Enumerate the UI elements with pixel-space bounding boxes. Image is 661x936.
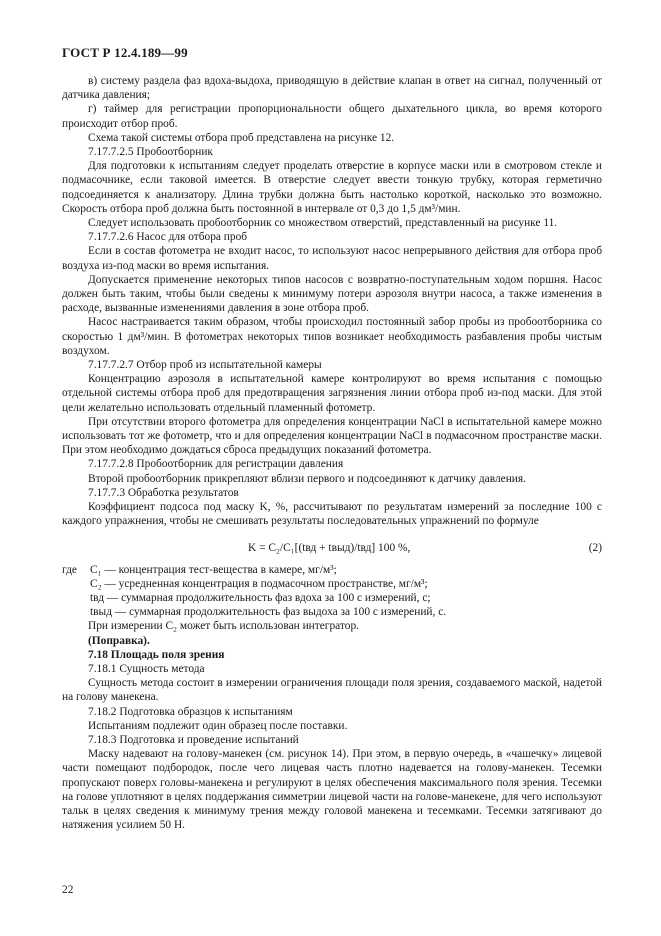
section-heading: 7.17.7.2.8 Пробоотборник для регистрации давления	[88, 458, 344, 471]
document-body	[62, 74, 602, 832]
section-heading: 7.18.3 Подготовка и проведение испытаний	[88, 733, 299, 746]
page-number: 22	[62, 884, 74, 896]
document-header: ГОСТ Р 12.4.189—99	[62, 45, 188, 60]
section-heading: 7.17.7.2.6 Насос для отбора проб	[88, 231, 248, 244]
formula-number: (2)	[588, 541, 602, 554]
where-lead: где	[62, 563, 77, 576]
paragraph: Маску надевают на голову-манекен (см. рисунок 14). При этом, в первую очередь, в «чашечку» лицевой части помещают подбородок, после чего лицевая часть плотно надевается на голову-манекен. Тесемки пропускают поверх головы-манекена и регулируют в целях обеспечения максимального поля зрения. Тесемки на голове уплотняют в целях поддержания симметрии лицевой части на голове-манекене, для чего используют тальк в целях сведения к минимуму трения между головой манекена и тесемками. Тесемки затягивают до натяжения усилием 50 Н.	[62, 748, 602, 832]
paragraph: Следует использовать пробоотборник со множеством отверстий, представленный на рисунке 11.	[88, 217, 558, 230]
paragraph: Насос настраивается таким образом, чтобы происходил постоянный забор пробы из пробоотборника со скоростью 1 дм³/мин. В фотометрах некоторых типов возникает необходимость разбавления пробы чистым воздухом.	[62, 316, 602, 357]
definition-line: tвд — суммарная продолжительность фаз вдоха за 100 с измерений, с;	[90, 591, 431, 604]
paragraph: Сущность метода состоит в измерении ограничения площади поля зрения, создаваемого маской, надетой на голову манекена.	[62, 677, 602, 704]
section-heading: 7.17.7.2.7 Отбор проб из испытательной камеры	[88, 359, 322, 372]
section-heading: 7.17.7.2.5 Пробоотборник	[88, 146, 213, 159]
definition-line: C₁ — концентрация тест-вещества в камере, мг/м³;	[90, 563, 337, 576]
paragraph: Для подготовки к испытаниям следует проделать отверстие в корпусе маски или в смотровом стекле и подмасочнике, если таковой имеется. В отверстие следует ввести тонкую трубку, которая герметично подсоединяется к анализатору. Длина трубки должна быть настолько короткой, насколько это возможно. Скорость отбора проб должна быть постоянной в интервале от 0,3 до 1,5 дм³/мин.	[62, 160, 602, 215]
section-heading: 7.17.7.3 Обработка результатов	[88, 486, 239, 499]
paragraph: Испытаниям подлежит один образец после поставки.	[88, 719, 348, 732]
paragraph: в) систему раздела фаз вдоха-выдоха, приводящую в действие клапан в ответ на сигнал, полученный от датчика давления;	[62, 75, 602, 102]
paragraph: Коэффициент подсоса под маску K, %, рассчитывают по результатам измерений за последние 100 с каждого упражнения, чтобы не смешивать результаты последовательных упражнений по формуле	[62, 501, 602, 528]
paragraph: г) таймер для регистрации пропорциональности общего дыхательного цикла, во время которого происходит отбор проб.	[62, 103, 602, 130]
formula-block	[62, 533, 602, 563]
amendment-note: (Поправка).	[88, 634, 150, 647]
paragraph: Второй пробоотборник прикрепляют вблизи первого и подсоединяют к датчику давления.	[88, 472, 526, 485]
formula-expression: K = C₂/C₁[(tвд + tвыд)/tвд] 100 %,	[248, 541, 411, 554]
definition-line: tвыд — суммарная продолжительность фаз выдоха за 100 с измерений, с.	[90, 606, 447, 619]
paragraph: Схема такой системы отбора проб представлена на рисунке 12.	[88, 131, 395, 144]
paragraph: При отсутствии второго фотометра для определения концентрации NaCl в испытательной камере можно использовать тот же фотометр, что и для определения концентрации NaCl в подмасочном пространстве маски. При этом необходимо дождаться сброса предыдущих показаний фотометра.	[62, 415, 602, 457]
paragraph: Если в состав фотометра не входит насос, то используют насос непрерывного действия для отбора проб воздуха из-под маски во время испытания.	[62, 245, 602, 272]
section-heading-bold: 7.18 Площадь поля зрения	[88, 648, 225, 661]
paragraph: При измерении C₂ может быть использован интегратор.	[88, 620, 359, 633]
paragraph: Допускается применение некоторых типов насосов с возвратно-поступательным ходом поршня. Насос должен быть таким, чтобы были сведены к минимуму потери аэрозоля внутри насоса, а также изменения в расходе, вызванные изменениями давления в зоне отбора проб.	[62, 273, 602, 315]
definition-line: C₂ — усредненная концентрация в подмасочном пространстве, мг/м³;	[90, 577, 428, 590]
variable-definitions	[62, 563, 602, 620]
paragraph: Концентрацию аэрозоля в испытательной камере контролируют во время испытания с помощью отдельной системы отбора проб для предотвращения загрязнения линии отбора проб из-под маски. Для этой цели желательно использовать отдельный пламенный фотометр.	[62, 373, 602, 414]
section-heading: 7.18.1 Сущность метода	[88, 662, 205, 675]
section-heading: 7.18.2 Подготовка образцов к испытаниям	[88, 705, 293, 718]
